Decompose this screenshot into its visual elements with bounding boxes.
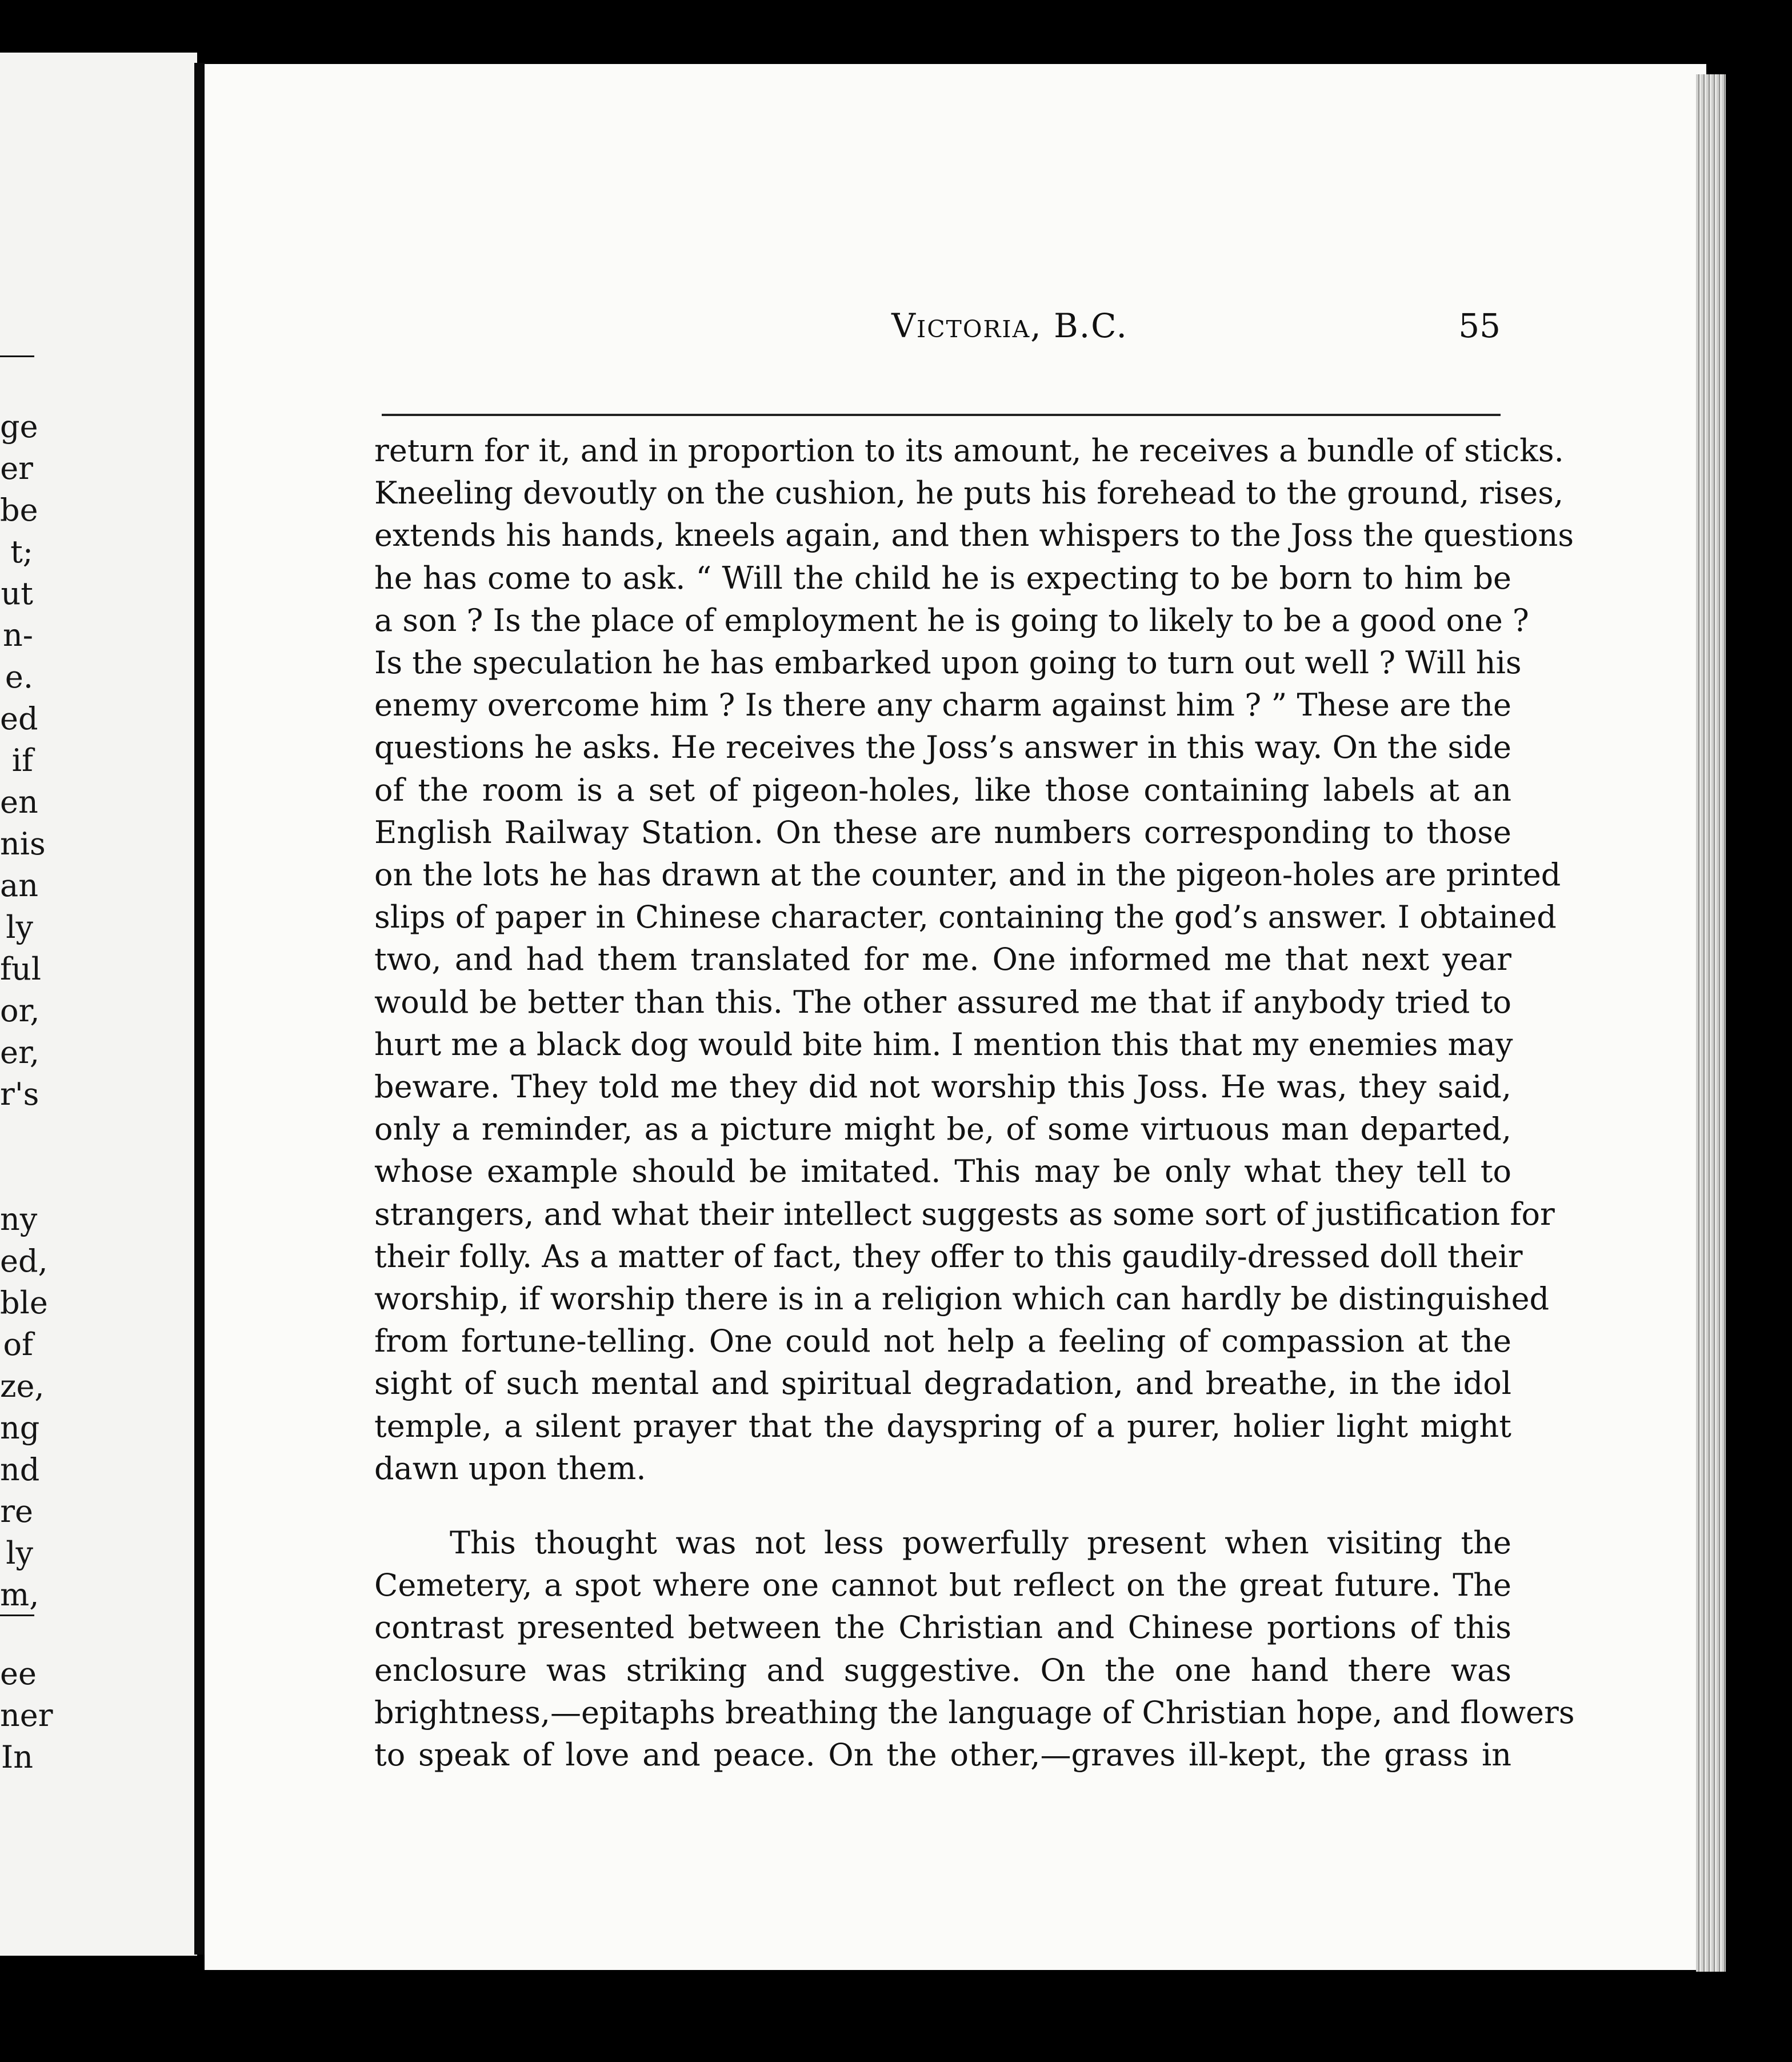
text-line: dawn upon them. — [374, 1450, 646, 1486]
facing-page-fragment: of — [3, 1326, 33, 1362]
facing-page-fragment: if — [11, 742, 33, 778]
text-line: strangers, and what their intellect suggests as some sort of justification for — [374, 1196, 1555, 1232]
facing-page-fragment: en — [0, 784, 38, 820]
page-header — [382, 306, 1501, 352]
text-line: their folly. As a matter of fact, they offer to this gaudily-dressed doll their — [374, 1238, 1523, 1274]
facing-page-fragment: ze, — [0, 1368, 45, 1404]
page-edges — [1696, 74, 1726, 1972]
text-line: brightness,—epitaphs breathing the language of Christian hope, and flowers — [374, 1694, 1575, 1731]
facing-page-fragment: ly — [6, 1535, 33, 1571]
text-line: of the room is a set of pigeon-holes, like those containing labels at an — [374, 772, 1511, 808]
text-line: contrast presented between the Christian and Chinese portions of this — [374, 1609, 1511, 1646]
paragraph — [374, 430, 1574, 1490]
paragraph-gap — [374, 1490, 1511, 1522]
facing-page-fragment: t; — [10, 534, 33, 570]
book-gutter — [194, 63, 206, 1955]
text-line: enclosure was striking and suggestive. On the one hand there was — [374, 1652, 1511, 1688]
text-line: Kneeling devoutly on the cushion, he puts his forehead to the ground, rises, — [374, 475, 1564, 511]
text-line: temple, a silent prayer that the dayspring of a purer, holier light might — [374, 1408, 1511, 1444]
text-line: slips of paper in Chinese character, containing the god’s answer. I obtained — [374, 899, 1557, 936]
facing-page-fragment: ng — [0, 1410, 40, 1446]
text-line: whose example should be imitated. This may be only what they tell to — [374, 1153, 1511, 1190]
text-line: questions he asks. He receives the Joss’s answer in this way. On the side — [374, 729, 1511, 766]
text-line: only a reminder, as a picture might be, of some virtuous man departed, — [374, 1111, 1511, 1148]
facing-page-fragment: be — [0, 492, 38, 528]
facing-page-fragment: ut — [1, 576, 33, 612]
facing-page-fragment: ner — [0, 1697, 53, 1733]
text-line: would be better than this. The other assured me that if anybody tried to — [374, 984, 1511, 1020]
facing-page-fragment: m, — [0, 1577, 39, 1613]
text-line: worship, if worship there is in a religion which can hardly be distinguished — [374, 1281, 1550, 1317]
facing-page-fragment: ed — [0, 701, 38, 737]
facing-page-fragment: ge — [0, 409, 38, 445]
text-line: on the lots he has drawn at the counter, and in the pigeon-holes are printed — [374, 857, 1561, 893]
running-head: Victoria, B.C. — [891, 306, 1128, 345]
facing-page-rule — [0, 355, 34, 357]
text-line: sight of such mental and spiritual degradation, and breathe, in the idol — [374, 1365, 1511, 1402]
facing-page-fragment: re — [0, 1493, 33, 1529]
text-line: from fortune-telling. One could not help a feeling of compassion at the — [374, 1323, 1511, 1360]
facing-page-fragment: ee — [0, 1656, 37, 1692]
text-line: two, and had them translated for me. One informed me that next year — [374, 941, 1511, 978]
text-line: hurt me a black dog would bite him. I mention this that my enemies may — [374, 1026, 1513, 1062]
text-line: he has come to ask. “ Will the child he is expecting to be born to him be — [374, 560, 1511, 596]
header-rule — [382, 414, 1501, 416]
body-text — [374, 430, 1575, 1776]
facing-page-fragment: ble — [0, 1285, 48, 1321]
facing-page-fragment: nis — [0, 826, 46, 862]
facing-page-fragment: ed, — [0, 1243, 48, 1279]
facing-page — [0, 53, 197, 1956]
book-page — [205, 64, 1706, 1970]
facing-page-fragment: r's — [0, 1076, 39, 1112]
text-line: enemy overcome him ? Is there any charm against him ? ” These are the — [374, 687, 1511, 724]
page-number: 55 — [1458, 306, 1501, 345]
text-line: return for it, and in proportion to its amount, he receives a bundle of sticks. — [374, 433, 1564, 469]
text-line: Cemetery, a spot where one cannot but reflect on the great future. The — [374, 1567, 1511, 1604]
paragraph — [374, 1522, 1575, 1776]
text-line: Is the speculation he has embarked upon going to turn out well ? Will his — [374, 645, 1522, 681]
text-line: to speak of love and peace. On the other,—graves ill-kept, the grass in — [374, 1737, 1511, 1773]
facing-page-fragment: n- — [2, 617, 33, 653]
text-line: extends his hands, kneels again, and then whispers to the Joss the questions — [374, 517, 1574, 554]
facing-page-fragment: e. — [5, 659, 33, 695]
text-line: beware. They told me they did not worship this Joss. He was, they said, — [374, 1069, 1511, 1105]
facing-page-fragment: ful — [0, 951, 42, 987]
text-line: This thought was not less powerfully present when visiting the — [450, 1525, 1511, 1561]
facing-page-fragment: er — [0, 450, 33, 486]
text-line: English Railway Station. On these are numbers corresponding to those — [374, 814, 1511, 850]
facing-page-fragment: In — [1, 1739, 33, 1775]
facing-page-fragment: nd — [0, 1452, 40, 1488]
facing-page-fragment: or, — [0, 993, 40, 1029]
facing-page-fragment: ny — [0, 1201, 38, 1237]
facing-page-fragment: an — [0, 868, 38, 904]
text-line: a son ? Is the place of employment he is going to likely to be a good one ? — [374, 602, 1529, 638]
facing-page-fragment: er, — [0, 1034, 40, 1070]
facing-page-fragment: ly — [6, 909, 33, 945]
